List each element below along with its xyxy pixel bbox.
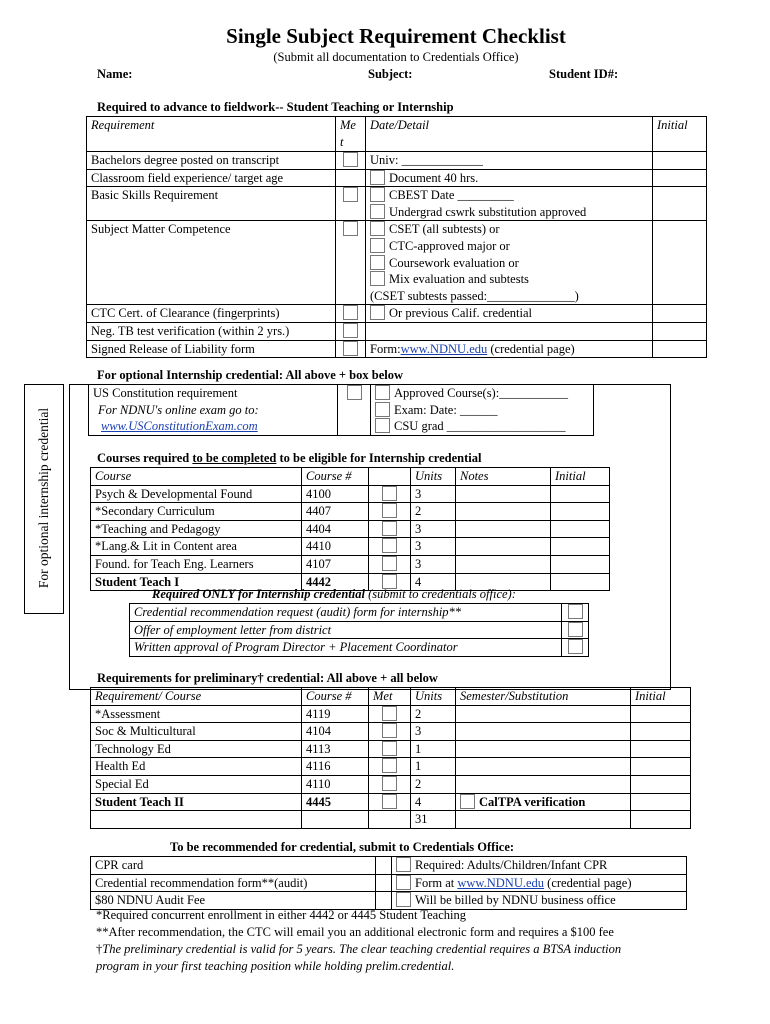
required-only-heading: Required ONLY for Internship credential (submit to credentials office): xyxy=(152,587,516,601)
footnote-1: *Required concurrent enrollment in either 4442 or 4445 Student Teaching xyxy=(96,908,466,922)
detail-univ: Univ: _____________ xyxy=(366,152,653,170)
checkbox[interactable] xyxy=(568,604,583,619)
ndnu-link[interactable]: www.NDNU.edu xyxy=(400,341,488,356)
table-row: Health Ed 4116 1 xyxy=(91,758,691,776)
table-row: *Teaching and Pedagogy 4404 3 xyxy=(91,520,610,538)
met-checkbox[interactable] xyxy=(343,187,358,202)
table-row: Student Teach I 4442 4 xyxy=(91,573,610,591)
req-clearance: CTC Cert. of Clearance (fingerprints) xyxy=(87,305,336,323)
fee-checkbox[interactable] xyxy=(396,892,411,907)
list-item: Written approval of Program Director + Placement Coordinator xyxy=(130,639,589,657)
table-row: Found. for Teach Eng. Learners 4107 3 xyxy=(91,555,610,573)
cbest-checkbox[interactable] xyxy=(370,187,385,202)
met-checkbox[interactable] xyxy=(382,794,397,809)
req-basic-skills: Basic Skills Requirement xyxy=(87,187,336,221)
table-row: Soc & Multicultural 4104 3 xyxy=(91,723,691,741)
subject-label: Subject: xyxy=(368,67,413,81)
us-constitution-link[interactable]: www.USConstitutionExam.com xyxy=(101,419,258,434)
ndnu-link[interactable]: www.NDNU.edu xyxy=(457,875,545,890)
met-checkbox[interactable] xyxy=(382,521,397,536)
col-met: Me t xyxy=(336,117,366,152)
footnote-3: †The preliminary credential is valid for 5 years. The clear teaching credential requires a BTSA induction program in your first teaching position while holding prelim.credential. xyxy=(96,942,622,973)
recommend-table: CPR card Required: Adults/Children/Infant CPR Credential recommendation form**(audit) Form at www.NDNU.edu (credential page) $80 NDNU Audit Fee Will be billed by NDNU business office xyxy=(90,856,687,910)
preliminary-heading: Requirements for preliminary† credential: All above + all below xyxy=(97,671,438,685)
recommend-heading: To be recommended for credential, submit to Credentials Office: xyxy=(170,840,515,854)
req-release: Signed Release of Liability form xyxy=(87,340,336,358)
cset-checkbox[interactable] xyxy=(370,221,385,236)
cset-passed-line: (CSET subtests passed:______________) xyxy=(370,288,579,303)
table-row: Student Teach II 4445 4 CalTPA verification xyxy=(91,793,691,811)
undergrad-checkbox[interactable] xyxy=(370,204,385,219)
req-bachelors: Bachelors degree posted on transcript xyxy=(87,152,336,170)
met-checkbox[interactable] xyxy=(343,323,358,338)
total-units: 31 xyxy=(411,811,456,829)
col-date-detail: Date/Detail xyxy=(366,117,653,152)
csu-grad-checkbox[interactable] xyxy=(375,418,390,433)
student-id-label: Student ID#: xyxy=(549,67,619,81)
met-checkbox[interactable] xyxy=(347,385,362,400)
req-tb-test: Neg. TB test verification (within 2 yrs.) xyxy=(87,322,336,340)
table-row: *Secondary Curriculum 4407 2 xyxy=(91,503,610,521)
checkbox[interactable] xyxy=(568,622,583,637)
checkbox[interactable] xyxy=(568,639,583,654)
met-checkbox[interactable] xyxy=(343,221,358,236)
page-title: Single Subject Requirement Checklist xyxy=(226,24,566,48)
form-checkbox[interactable] xyxy=(396,875,411,890)
internship-side-label: For optional internship credential xyxy=(36,407,51,589)
internship-required-table xyxy=(129,603,589,657)
mix-eval-checkbox[interactable] xyxy=(370,271,385,286)
preliminary-table: Requirement/ Course Course # Met Units Semester/Substitution Initial *Assessment 4119 2 Soc & Multicultural 4104 3 Technology Ed 4113 1 Health Ed 4116 1 Special Ed 4110 2 Student Teach II 4445 4 CalTPA verification 31 xyxy=(90,687,691,829)
internship-courses-table: Course Course # Units Notes Initial Psych & Developmental Found 4100 3 *Secondary Curriculum 4407 2 *Teaching and Pedagogy 4404 3 *Lang.& Lit in Content area 4410 3 Found. for Teach Eng. Learners 4107 3 Student Teach I 4442 4 xyxy=(90,467,610,591)
name-label: Name: xyxy=(97,67,133,81)
table-row: *Assessment 4119 2 xyxy=(91,705,691,723)
table-row: Special Ed 4110 2 xyxy=(91,775,691,793)
met-checkbox[interactable] xyxy=(382,538,397,553)
met-checkbox[interactable] xyxy=(382,556,397,571)
total-row xyxy=(91,811,691,829)
fieldwork-heading: Required to advance to fieldwork-- Student Teaching or Internship xyxy=(97,100,454,114)
us-constitution-label: US Constitution requirement xyxy=(93,386,238,400)
col-initial: Initial xyxy=(653,117,707,152)
prev-credential-checkbox[interactable] xyxy=(370,305,385,320)
table-row: Psych & Developmental Found 4100 3 xyxy=(91,485,610,503)
courses-heading: Courses required to be completed to be eligible for Internship credential xyxy=(97,451,482,465)
fieldwork-table: Requirement Me t Date/Detail Initial Bachelors degree posted on transcript Univ: _____________ Classroom field experience/ target age Document 40 hrs. Basic Skills Requirement CBEST Date _________ Undergrad cswrk substitution approved Subject Matter Competence CSET (all subtests) or CTC-approved major or Coursework evaluation or Mix evaluation and subtests (CSET subtests passed:______________) CTC Cert. of Clearance (fingerprints) Or previous Calif. credential Neg. TB test verification (within 2 yrs.) Signed Release of Liability form Form:www.NDNU.edu (credential page) xyxy=(86,116,707,358)
list-item: Credential recommendation request (audit) form for internship** xyxy=(130,604,589,622)
met-checkbox[interactable] xyxy=(382,486,397,501)
met-checkbox[interactable] xyxy=(382,776,397,791)
req-field-experience: Classroom field experience/ target age xyxy=(87,169,336,187)
us-constitution-table: US Constitution requirement For NDNU's online exam go to: www.USConstitutionExam.com Approved Course(s):___________ Exam: Date: ______ CSU grad ___________________ xyxy=(88,384,594,436)
met-checkbox[interactable] xyxy=(382,758,397,773)
met-checkbox[interactable] xyxy=(343,305,358,320)
page-subtitle: (Submit all documentation to Credentials Office) xyxy=(273,50,519,64)
met-checkbox[interactable] xyxy=(382,723,397,738)
req-subject-matter: Subject Matter Competence xyxy=(87,221,336,305)
internship-heading: For optional Internship credential: All above + box below xyxy=(97,368,403,382)
coursework-checkbox[interactable] xyxy=(370,255,385,270)
list-item: Offer of employment letter from district xyxy=(130,621,589,639)
caltpa-checkbox[interactable] xyxy=(460,794,475,809)
exam-checkbox[interactable] xyxy=(375,402,390,417)
table-row: Technology Ed 4113 1 xyxy=(91,740,691,758)
ctc-major-checkbox[interactable] xyxy=(370,238,385,253)
met-checkbox[interactable] xyxy=(382,741,397,756)
met-checkbox[interactable] xyxy=(343,152,358,167)
met-checkbox[interactable] xyxy=(382,503,397,518)
col-requirement: Requirement xyxy=(87,117,336,152)
table-row: *Lang.& Lit in Content area 4410 3 xyxy=(91,538,610,556)
footnote-2: **After recommendation, the CTC will email you an additional electronic form and requires a $100 fee xyxy=(96,925,614,939)
met-checkbox[interactable] xyxy=(382,706,397,721)
detail-checkbox[interactable] xyxy=(370,170,385,185)
approved-course-checkbox[interactable] xyxy=(375,385,390,400)
cpr-checkbox[interactable] xyxy=(396,857,411,872)
met-checkbox[interactable] xyxy=(343,341,358,356)
